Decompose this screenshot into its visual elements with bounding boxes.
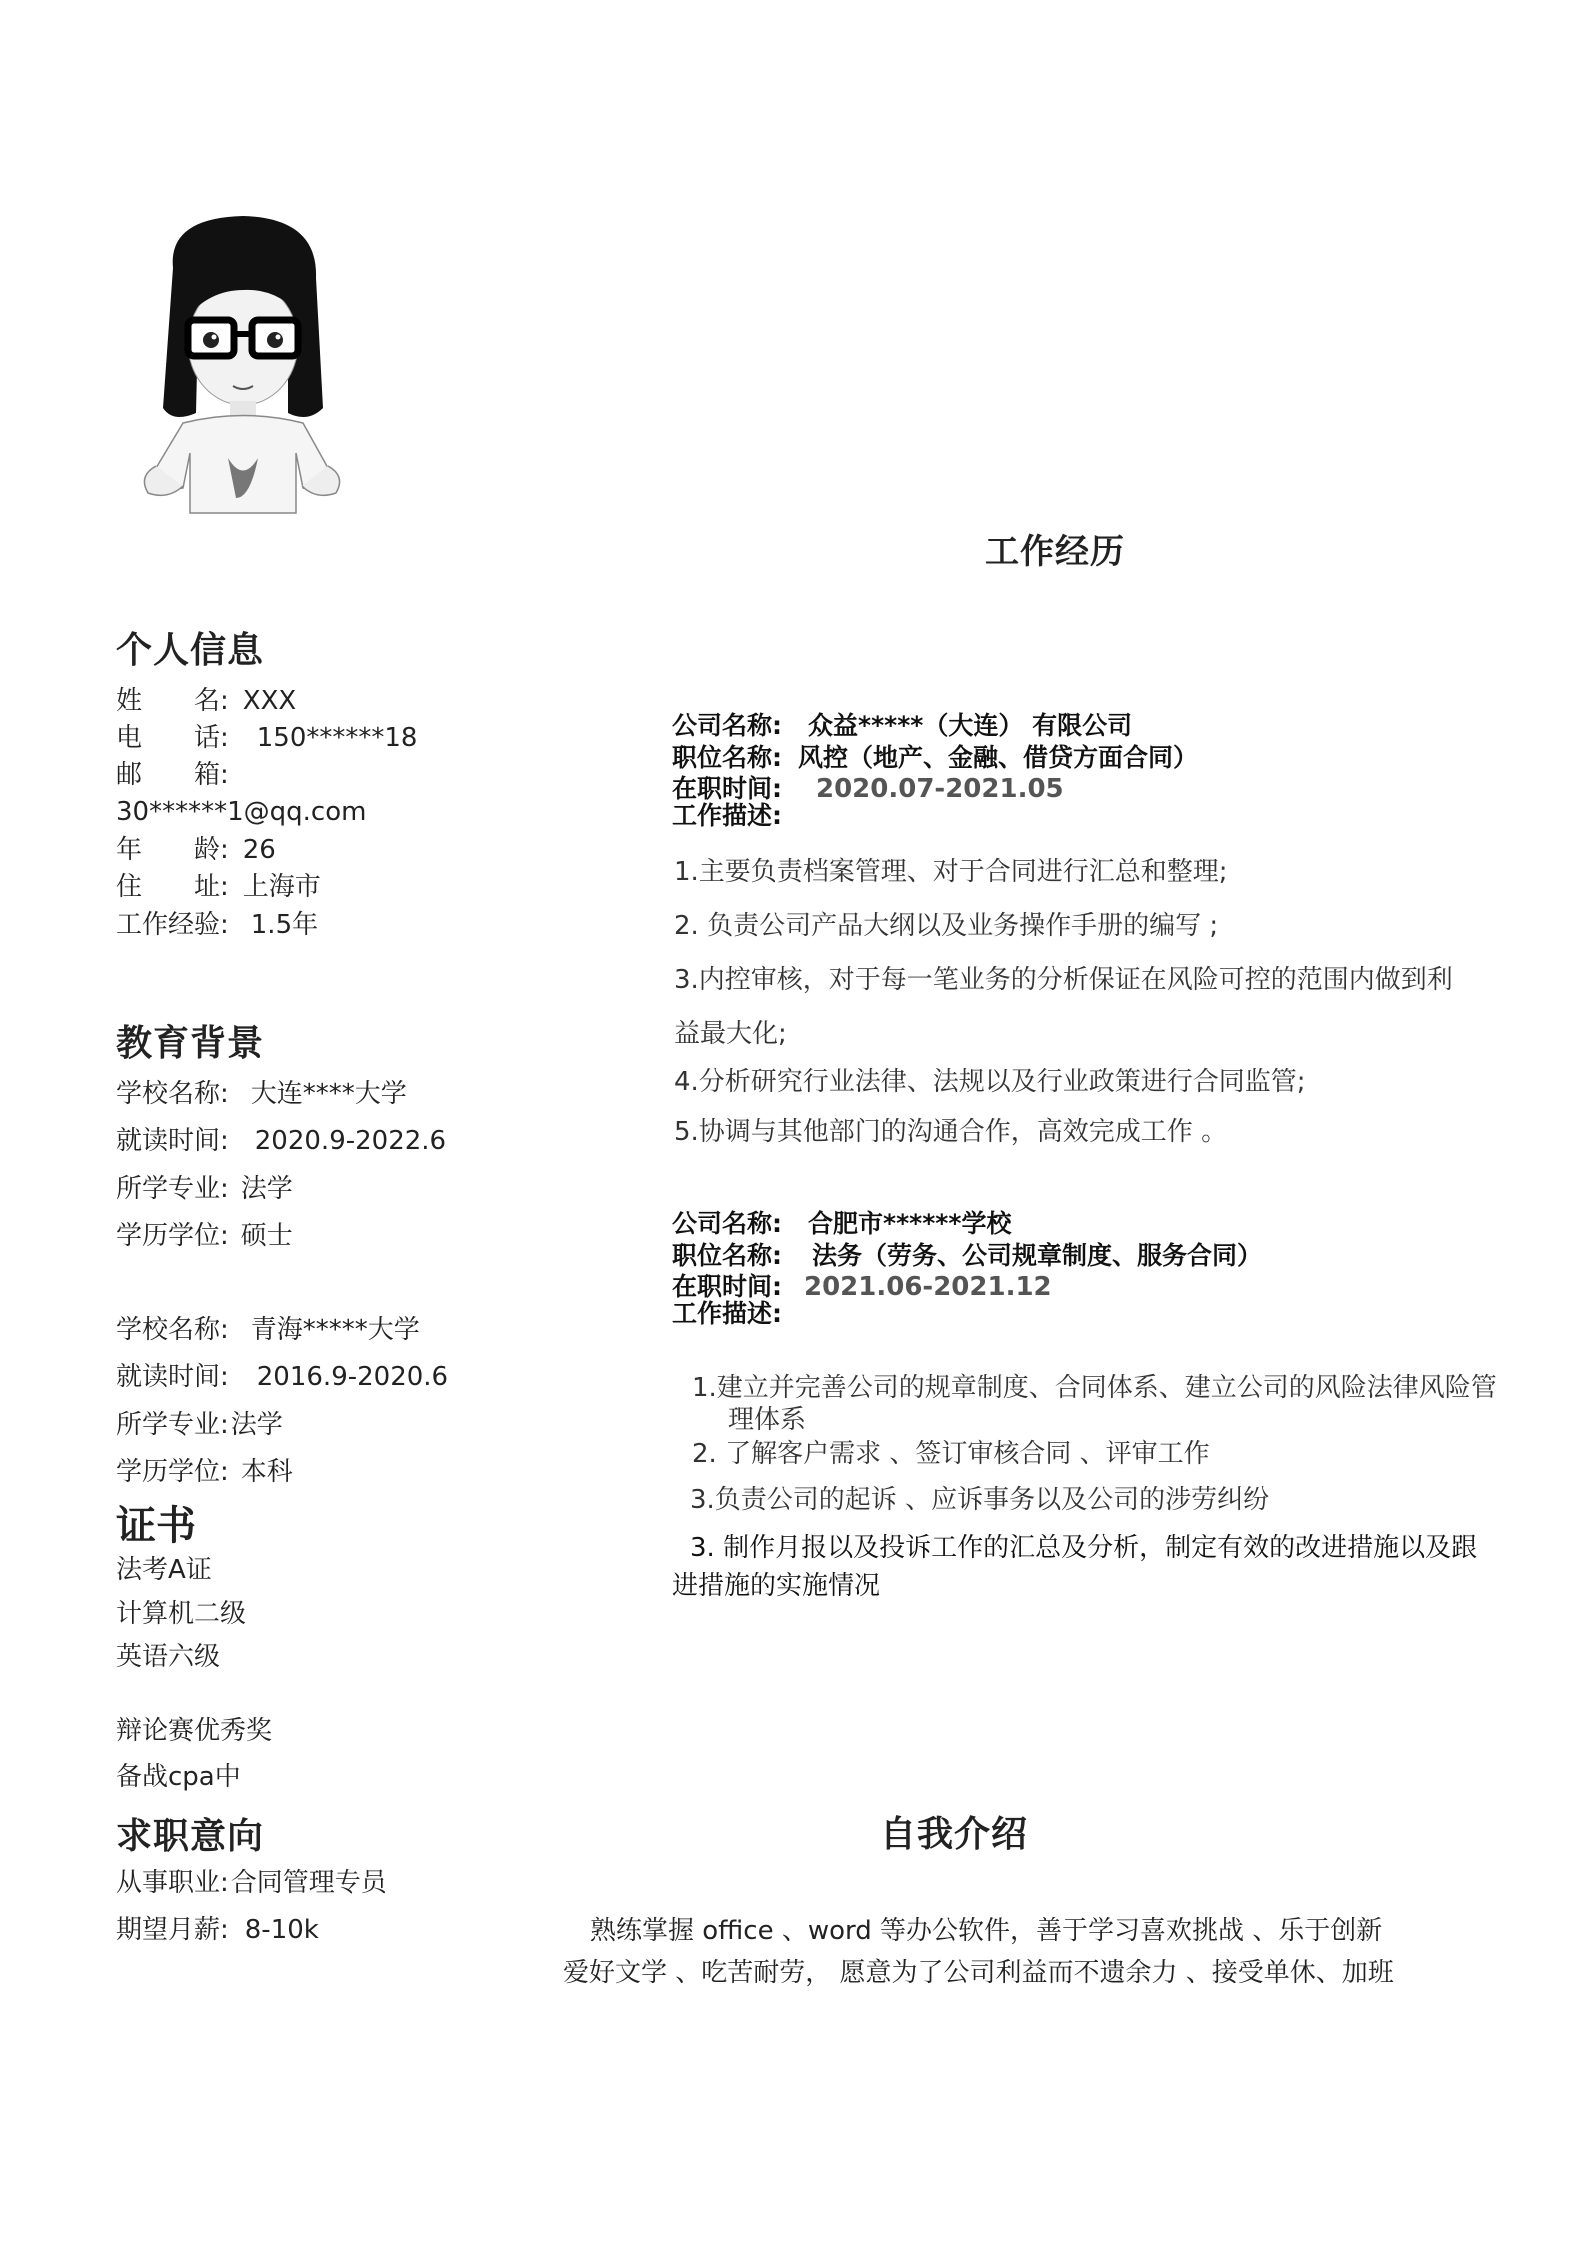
major-row	[116, 1172, 293, 1206]
phone-row	[116, 721, 417, 755]
address-row	[116, 870, 321, 904]
name-row	[116, 684, 296, 718]
tenure-label: 在职时间:	[672, 774, 782, 803]
salary-value: 8-10k	[244, 1915, 319, 1945]
position-value: 风控（地产、金融、借贷方面合同）	[798, 743, 1199, 772]
age-label: 年 龄:	[116, 835, 229, 865]
position-row	[672, 1240, 1262, 1272]
major-label: 所学专业:	[116, 1410, 229, 1440]
age-value: 26	[242, 835, 276, 865]
company-row	[672, 1208, 1011, 1240]
tenure-value: 2020.07-2021.05	[816, 774, 1064, 804]
education-title: 教育背景	[116, 1023, 265, 1064]
target-position-row	[116, 1866, 387, 1900]
major-value: 法学	[240, 1174, 293, 1204]
job-intention-title: 求职意向	[116, 1816, 265, 1857]
certificates-title: 证书	[116, 1503, 196, 1549]
major-row	[116, 1408, 283, 1442]
degree-value: 硕士	[240, 1221, 293, 1251]
company-value: 合肥市******学校	[808, 1209, 1012, 1238]
degree-row	[116, 1455, 293, 1489]
school-row	[116, 1077, 407, 1111]
email-value: 30******1@qq.com	[116, 797, 367, 827]
duty-item: 5.协调与其他部门的沟通合作，高效完成工作 。	[674, 1117, 1228, 1147]
name-label: 姓 名:	[116, 686, 229, 716]
company-row	[672, 710, 1132, 742]
target-position-value: 合同管理专员	[230, 1868, 387, 1898]
duty-item: 3. 制作月报以及投诉工作的汇总及分析，制定有效的改进措施以及跟	[690, 1533, 1478, 1563]
certificate-item: 辩论赛优秀奖	[116, 1716, 273, 1746]
major-label: 所学专业:	[116, 1174, 229, 1204]
work-section-title: 工作经历	[985, 532, 1125, 572]
self-intro-line: 爱好文学 、吃苦耐劳， 愿意为了公司利益而不遗余力 、接受单休、加班	[563, 1958, 1394, 1988]
period-value: 2020.9-2022.6	[254, 1126, 447, 1156]
job-description-label: 工作描述:	[672, 801, 782, 830]
period-label: 就读时间:	[116, 1362, 229, 1392]
phone-value: 150******18	[256, 723, 418, 753]
school-value: 青海*****大学	[250, 1315, 420, 1345]
duty-item: 理体系	[728, 1405, 807, 1435]
period-value: 2016.9-2020.6	[256, 1362, 449, 1392]
school-value: 大连****大学	[250, 1079, 407, 1109]
duty-item: 益最大化;	[674, 1019, 787, 1049]
duty-item: 2. 负责公司产品大纲以及业务操作手册的编写 ;	[674, 911, 1219, 941]
school-label: 学校名称:	[116, 1079, 229, 1109]
job-description-label: 工作描述:	[672, 1299, 782, 1328]
target-position-label: 从事职业:	[116, 1868, 229, 1898]
name-value: XXX	[242, 686, 297, 716]
degree-label: 学历学位:	[116, 1221, 229, 1251]
duty-item: 4.分析研究行业法律、法规以及行业政策进行合同监管;	[674, 1067, 1306, 1097]
tenure-label: 在职时间:	[672, 1272, 782, 1301]
self-intro-line: 熟练掌握 office 、word 等办公软件，善于学习喜欢挑战 、乐于创新	[590, 1916, 1383, 1946]
tenure-value: 2021.06-2021.12	[804, 1272, 1052, 1302]
school-label: 学校名称:	[116, 1315, 229, 1345]
email-label: 邮 箱:	[116, 760, 229, 790]
position-label: 职位名称:	[672, 743, 782, 772]
phone-label: 电 话:	[116, 723, 229, 753]
certificate-item: 计算机二级	[116, 1599, 247, 1629]
major-value: 法学	[230, 1410, 283, 1440]
experience-label: 工作经验:	[116, 910, 229, 940]
duty-item: 2. 了解客户需求 、签订审核合同 、评审工作	[692, 1439, 1210, 1469]
degree-row	[116, 1219, 293, 1253]
salary-label: 期望月薪:	[116, 1915, 229, 1945]
period-label: 就读时间:	[116, 1126, 229, 1156]
certificate-item: 备战cpa中	[116, 1762, 241, 1792]
certificate-item: 英语六级	[116, 1642, 221, 1672]
duty-item: 1.建立并完善公司的规章制度、合同体系、建立公司的风险法律风险管	[692, 1373, 1497, 1403]
duty-item: 进措施的实施情况	[672, 1571, 881, 1601]
duty-item: 1.主要负责档案管理、对于合同进行汇总和整理;	[674, 857, 1228, 887]
position-label: 职位名称:	[672, 1241, 782, 1270]
experience-value: 1.5年	[250, 910, 319, 940]
experience-row	[116, 908, 318, 942]
degree-value: 本科	[240, 1457, 293, 1487]
avatar	[118, 208, 363, 518]
company-value: 众益*****（大连） 有限公司	[808, 711, 1133, 740]
position-row	[672, 742, 1198, 774]
address-value: 上海市	[242, 872, 321, 902]
school-row	[116, 1313, 420, 1347]
degree-label: 学历学位:	[116, 1457, 229, 1487]
certificate-item: 法考A证	[116, 1555, 212, 1585]
self-intro-title: 自我介绍	[880, 1814, 1029, 1855]
salary-row	[116, 1913, 319, 1947]
personal-info-title: 个人信息	[116, 630, 265, 671]
period-row	[116, 1124, 446, 1158]
company-label: 公司名称:	[672, 1209, 782, 1238]
age-row	[116, 833, 276, 867]
duty-item: 3.内控审核，对于每一笔业务的分析保证在风险可控的范围内做到利	[674, 965, 1453, 995]
duty-item: 3.负责公司的起诉 、应诉事务以及公司的涉劳纠纷	[690, 1485, 1270, 1515]
company-label: 公司名称:	[672, 711, 782, 740]
period-row	[116, 1360, 448, 1394]
position-value: 法务（劳务、公司规章制度、服务合同）	[812, 1241, 1263, 1270]
address-label: 住 址:	[116, 872, 229, 902]
